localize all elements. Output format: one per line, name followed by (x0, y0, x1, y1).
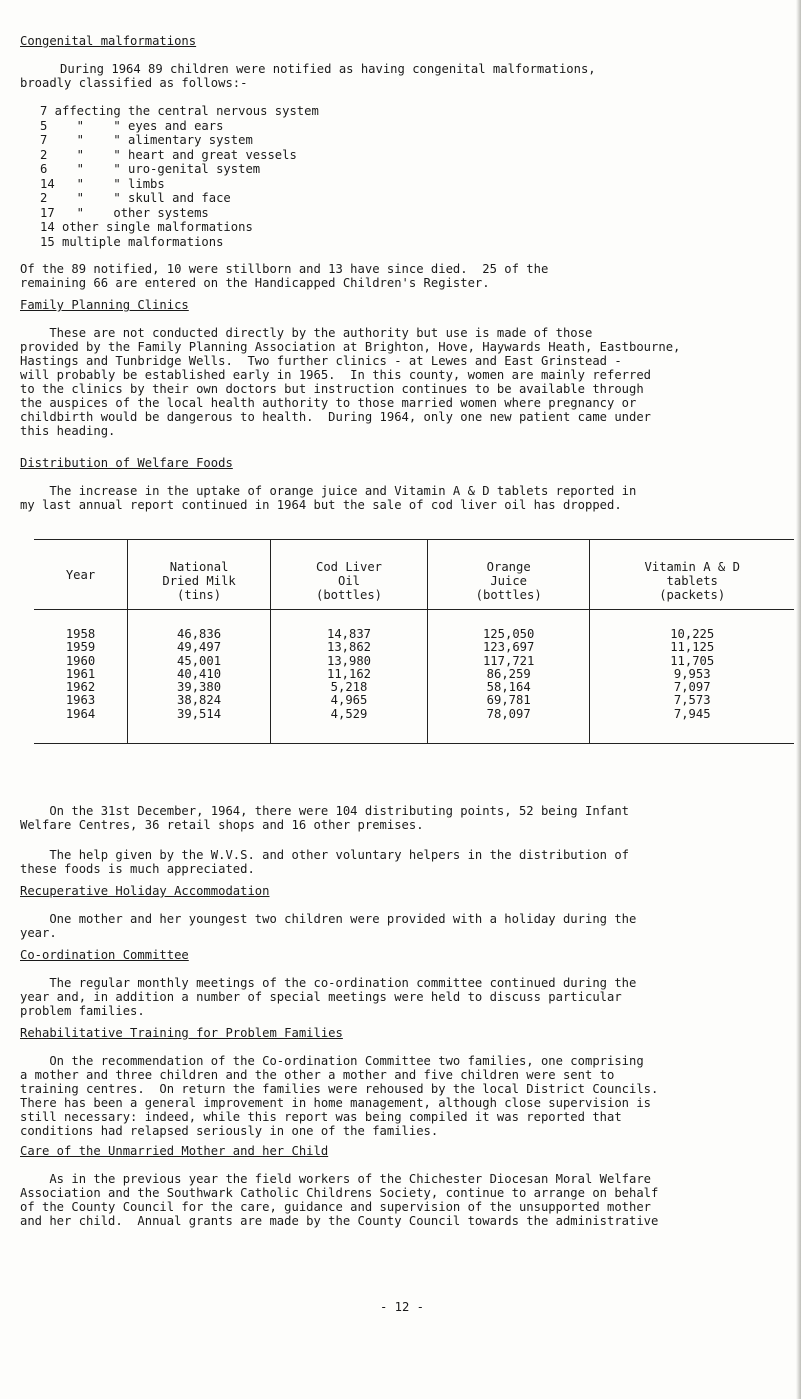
list-item: 5 " " eyes and ears (40, 118, 224, 133)
text-line: provided by the Family Planning Association at Brighton, Hove, Haywards Heath, Eastbourne, (20, 340, 681, 354)
table-body-row (34, 610, 794, 744)
text-line: this heading. (20, 424, 116, 438)
text-line: still necessary: indeed, while this report was being compiled it was reported that (20, 1110, 622, 1124)
cell-orange-juice: 86,259 (486, 666, 531, 681)
header-text: tablets (666, 574, 718, 588)
cell-orange-juice: 78,097 (486, 706, 531, 721)
text-line: remaining 66 are entered on the Handicapped Children's Register. (20, 276, 490, 290)
text-line: year and, in addition a number of special meetings were held to discuss particular (20, 990, 622, 1004)
text-line: the auspices of the local health authority to those married women where pregnancy or (20, 396, 637, 410)
header-text: Year (65, 568, 96, 582)
cell-cod-liver-oil: 13,980 (326, 653, 372, 668)
list-item: 14 " " limbs (40, 176, 165, 191)
page-edge-shadow (796, 0, 801, 1399)
text-line: Hastings and Tunbridge Wells. Two further clinics - at Lewes and East Grinstead - (20, 354, 622, 368)
cell-orange-juice: 125,050 (482, 627, 535, 641)
text-line: On the 31st December, 1964, there were 104 distributing points, 52 being Infant (20, 804, 630, 818)
cell-cod-liver-oil: 4,965 (330, 693, 368, 708)
text-line: The increase in the uptake of orange juice and Vitamin A & D tablets reported in (20, 484, 637, 498)
header-text: (bottles) (475, 588, 542, 602)
cell-dried-milk: 39,514 (177, 706, 222, 721)
text-line: conditions had relapsed seriously in one of the families. (20, 1124, 439, 1138)
cell-vitamin-tablets: 7,097 (673, 680, 711, 695)
heading-congenital-malformations: Congenital malformations (20, 34, 197, 48)
text-line: a mother and three children and the other a mother and five children were sent to (20, 1068, 615, 1082)
col-header-vitamin-tablets (590, 540, 794, 610)
text-line: my last annual report continued in 1964 but the sale of cod liver oil has dropped. (20, 498, 622, 512)
cell-orange-juice: 58,164 (486, 680, 531, 695)
col-header-orange-juice (427, 540, 590, 610)
text-line: these foods is much appreciated. (20, 862, 255, 876)
cell-year: 1958 (65, 627, 96, 641)
text-line: On the recommendation of the Co-ordination Committee two families, one comprising (20, 1054, 644, 1068)
list-item: 15 multiple malformations (40, 234, 224, 249)
col-header-cod-liver-oil (271, 540, 428, 610)
cell-dried-milk: 39,380 (177, 680, 222, 695)
text-line: The regular monthly meetings of the co-ordination committee continued during the (20, 976, 637, 990)
col-cod-liver-oil (271, 610, 428, 744)
text-line: Association and the Southwark Catholic Childrens Society, continue to arrange on behalf (20, 1186, 659, 1200)
cell-cod-liver-oil: 14,837 (326, 627, 372, 641)
text-line: The help given by the W.V.S. and other voluntary helpers in the distribution of (20, 848, 630, 862)
unmarried-paragraph (20, 1172, 788, 1228)
heading-coordination-committee: Co-ordination Committee (20, 948, 189, 962)
text-line: problem families. (20, 1004, 145, 1018)
heading-unmarried-mother: Care of the Unmarried Mother and her Child (20, 1144, 329, 1158)
heading-holiday-accommodation: Recuperative Holiday Accommodation (20, 884, 270, 898)
heading-family-planning: Family Planning Clinics (20, 298, 189, 312)
text-line: Welfare Centres, 36 retail shops and 16 other premises. (20, 818, 424, 832)
family-planning-paragraph (20, 326, 788, 438)
list-item: 2 " " heart and great vessels (40, 147, 297, 162)
text-line: training centres. On return the families were rehoused by the local District Councils. (20, 1082, 659, 1096)
table-header-row (34, 540, 794, 610)
distribution-points-paragraph (20, 804, 788, 832)
col-header-year (34, 540, 128, 610)
cell-dried-milk: 38,824 (177, 693, 222, 708)
wvs-paragraph (20, 848, 788, 876)
header-text: National (169, 560, 229, 574)
cell-dried-milk: 40,410 (177, 666, 222, 681)
cell-vitamin-tablets: 7,573 (673, 693, 711, 708)
cell-dried-milk: 49,497 (177, 640, 222, 655)
header-text: (packets) (659, 588, 726, 602)
cell-cod-liver-oil: 4,529 (330, 706, 368, 721)
heading-rehabilitative-training: Rehabilitative Training for Problem Families (20, 1026, 343, 1040)
header-text: Vitamin A & D (644, 560, 740, 574)
col-vitamin-tablets (590, 610, 794, 744)
col-header-dried-milk (128, 540, 271, 610)
cell-orange-juice: 69,781 (486, 693, 531, 708)
cell-vitamin-tablets: 9,953 (673, 666, 711, 681)
text-line: childbirth would be dangerous to health. During 1964, only one new patient came under (20, 410, 652, 424)
text-line: During 1964 89 children were notified as having congenital malformations, (60, 62, 596, 76)
text-line: year. (20, 926, 57, 940)
col-year (34, 610, 128, 744)
header-text: Cod Liver (315, 560, 383, 574)
cell-year: 1963 (65, 693, 96, 708)
congenital-intro (20, 62, 788, 90)
cell-vitamin-tablets: 7,945 (673, 706, 711, 721)
text-line: to the clinics by their own doctors but instruction continues to be available through (20, 382, 644, 396)
cell-vitamin-tablets: 11,125 (670, 640, 715, 655)
congenital-summary (20, 262, 788, 290)
col-dried-milk (128, 610, 271, 744)
cell-cod-liver-oil: 11,162 (326, 666, 372, 681)
text-line: These are not conducted directly by the authority but use is made of those (20, 326, 593, 340)
list-item: 7 " " alimentary system (40, 133, 253, 147)
text-line: will probably be established early in 1965. In this county, women are mainly referred (20, 368, 652, 382)
holiday-paragraph (20, 912, 788, 940)
cell-year: 1962 (65, 680, 96, 695)
list-item: 7 affecting the central nervous system (40, 104, 319, 118)
header-text: Oil (338, 574, 361, 588)
cell-dried-milk: 45,001 (177, 653, 222, 668)
header-text: Dried Milk (162, 574, 236, 588)
list-item: 14 other single malformations (40, 220, 253, 234)
cell-orange-juice: 117,721 (482, 653, 535, 668)
text-line: As in the previous year the field workers of the Chichester Diocesan Moral Welfare (20, 1172, 652, 1186)
cell-cod-liver-oil: 5,218 (330, 680, 368, 695)
page-number: - 12 - (380, 1300, 425, 1314)
list-item: 2 " " skull and face (40, 191, 231, 205)
cell-orange-juice: 123,697 (482, 640, 535, 655)
welfare-foods-paragraph (20, 484, 788, 512)
text-line: broadly classified as follows:- (20, 76, 248, 90)
text-line: Of the 89 notified, 10 were stillborn and 13 have since died. 25 of the (20, 262, 549, 276)
header-text: Orange (486, 560, 531, 574)
text-line: One mother and her youngest two children were provided with a holiday during the (20, 912, 637, 926)
list-item: 6 " " uro-genital system (40, 162, 261, 176)
malformation-list (40, 104, 319, 249)
coordination-paragraph (20, 976, 788, 1018)
cell-vitamin-tablets: 11,705 (670, 653, 715, 668)
cell-year: 1960 (65, 653, 96, 668)
text-line: and her child. Annual grants are made by the County Council towards the administrative (20, 1214, 659, 1228)
cell-dried-milk: 46,836 (177, 627, 222, 641)
cell-cod-liver-oil: 13,862 (326, 640, 372, 655)
cell-vitamin-tablets: 10,225 (670, 627, 715, 641)
rehab-paragraph (20, 1054, 788, 1138)
welfare-foods-table (34, 539, 794, 744)
list-item: 17 " other systems (40, 205, 209, 220)
cell-year: 1964 (65, 706, 96, 721)
header-text: (tins) (177, 588, 222, 602)
heading-welfare-foods: Distribution of Welfare Foods (20, 456, 233, 470)
col-orange-juice (427, 610, 590, 744)
header-text: Juice (490, 574, 527, 588)
text-line: There has been a general improvement in home management, although close supervision is (20, 1096, 652, 1110)
cell-year: 1961 (65, 666, 96, 681)
header-text: (bottles) (315, 588, 383, 602)
cell-year: 1959 (65, 640, 96, 655)
text-line: of the County Council for the care, guidance and supervision of the unsupported mother (20, 1200, 652, 1214)
